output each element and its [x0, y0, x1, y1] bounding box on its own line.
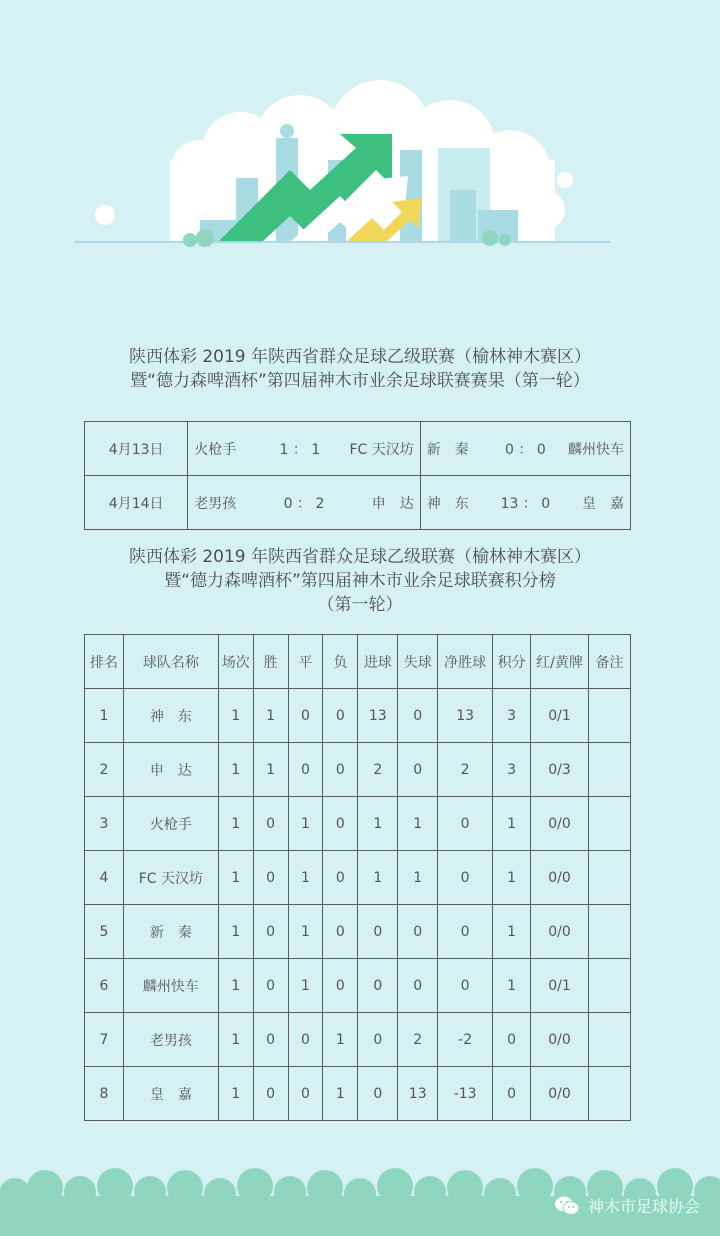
- cell-notes: [588, 959, 630, 1013]
- table-row: [85, 422, 631, 476]
- standings-title-line1: 陕西体彩 2019 年陕西省群众足球乙级联赛（榆林神木赛区）: [128, 547, 592, 567]
- cell-played: 1: [218, 1067, 253, 1121]
- cell-cards: 0/1: [531, 689, 589, 743]
- cell-rank: 6: [85, 959, 124, 1013]
- cell-draws: 1: [288, 797, 323, 851]
- match-date: 4月14日: [85, 476, 188, 530]
- cell-rank: 1: [85, 689, 124, 743]
- home-team: 火枪手: [194, 441, 237, 458]
- cell-draws: 0: [288, 1013, 323, 1067]
- cell-cards: 0/0: [531, 1013, 589, 1067]
- cell-goals-against: 0: [398, 905, 438, 959]
- standings-title-line3: （第一轮）: [317, 595, 403, 615]
- cell-wins: 0: [253, 959, 288, 1013]
- cell-goals-against: 0: [398, 689, 438, 743]
- cell-played: 1: [218, 689, 253, 743]
- away-team: 皇 嘉: [582, 495, 624, 512]
- cell-rank: 8: [85, 1067, 124, 1121]
- cell-draws: 0: [288, 743, 323, 797]
- header-notes: 备注: [588, 635, 630, 689]
- cell-losses: 0: [323, 851, 358, 905]
- account-name: 神木市足球协会: [587, 1197, 700, 1216]
- cell-points: 1: [493, 959, 531, 1013]
- cell-team: 火枪手: [123, 797, 218, 851]
- cell-draws: 0: [288, 1067, 323, 1121]
- cell-goal-diff: -13: [438, 1067, 493, 1121]
- table-row: [85, 689, 631, 743]
- cell-wins: 0: [253, 905, 288, 959]
- away-team: 申 达: [371, 495, 414, 512]
- header-losses: 负: [323, 635, 358, 689]
- cell-team: 麟州快车: [123, 959, 218, 1013]
- cell-goal-diff: 0: [438, 959, 493, 1013]
- cell-wins: 1: [253, 689, 288, 743]
- cell-goals-for: 0: [358, 1013, 398, 1067]
- cell-team: 新 秦: [123, 905, 218, 959]
- match-cell: [420, 422, 630, 476]
- cell-wins: 0: [253, 1067, 288, 1121]
- match-cell: [188, 422, 420, 476]
- table-row: [85, 1013, 631, 1067]
- header-points: 积分: [493, 635, 531, 689]
- header-rank: 排名: [85, 635, 124, 689]
- header-draws: 平: [288, 635, 323, 689]
- cell-notes: [588, 689, 630, 743]
- cell-points: 1: [493, 797, 531, 851]
- cell-points: 0: [493, 1013, 531, 1067]
- cell-cards: 0/0: [531, 1067, 589, 1121]
- cell-points: 1: [493, 905, 531, 959]
- cell-goals-against: 1: [398, 851, 438, 905]
- cell-played: 1: [218, 959, 253, 1013]
- cell-losses: 1: [323, 1013, 358, 1067]
- cell-losses: 0: [323, 743, 358, 797]
- cell-goal-diff: 0: [438, 851, 493, 905]
- cell-cards: 0/0: [531, 851, 589, 905]
- match-score: 0 ： 0: [505, 441, 546, 458]
- cell-points: 0: [493, 1067, 531, 1121]
- cell-rank: 4: [85, 851, 124, 905]
- cell-cards: 0/3: [531, 743, 589, 797]
- cell-cards: 0/1: [531, 959, 589, 1013]
- hero-illustration: [0, 0, 720, 260]
- table-row: [85, 1067, 631, 1121]
- cell-losses: 0: [323, 689, 358, 743]
- results-table: [84, 421, 631, 530]
- standings-title-line2: 暨“德力森啤酒杯”第四届神木市业余足球联赛积分榜: [164, 571, 556, 591]
- header-wins: 胜: [253, 635, 288, 689]
- cell-points: 3: [493, 689, 531, 743]
- cell-rank: 5: [85, 905, 124, 959]
- standings-title: [0, 545, 720, 617]
- cell-wins: 0: [253, 1013, 288, 1067]
- cell-draws: 0: [288, 689, 323, 743]
- table-row: [85, 476, 631, 530]
- cell-rank: 2: [85, 743, 124, 797]
- cell-wins: 0: [253, 797, 288, 851]
- cell-goals-against: 13: [398, 1067, 438, 1121]
- cell-team: FC 天汉坊: [123, 851, 218, 905]
- cell-played: 1: [218, 851, 253, 905]
- match-cell: [420, 476, 630, 530]
- match-cell: [188, 476, 420, 530]
- cell-goals-for: 0: [358, 959, 398, 1013]
- cell-goals-for: 0: [358, 1067, 398, 1121]
- cell-played: 1: [218, 905, 253, 959]
- cell-goals-for: 13: [358, 689, 398, 743]
- header-goal-diff: 净胜球: [438, 635, 493, 689]
- cell-notes: [588, 1067, 630, 1121]
- cell-notes: [588, 1013, 630, 1067]
- cell-team: 神 东: [123, 689, 218, 743]
- cell-draws: 1: [288, 905, 323, 959]
- cell-goals-against: 0: [398, 743, 438, 797]
- cell-goal-diff: 13: [438, 689, 493, 743]
- table-row: [85, 959, 631, 1013]
- cell-notes: [588, 743, 630, 797]
- cell-points: 3: [493, 743, 531, 797]
- cell-goals-for: 0: [358, 905, 398, 959]
- cell-goal-diff: 2: [438, 743, 493, 797]
- table-row: [85, 797, 631, 851]
- cell-goals-against: 1: [398, 797, 438, 851]
- header-team: 球队名称: [123, 635, 218, 689]
- results-title-line1: 陕西体彩 2019 年陕西省群众足球乙级联赛（榆林神木赛区）: [128, 347, 592, 367]
- cell-losses: 0: [323, 905, 358, 959]
- standings-table: [84, 634, 631, 1121]
- cell-goals-for: 1: [358, 797, 398, 851]
- cell-losses: 0: [323, 797, 358, 851]
- cell-played: 1: [218, 1013, 253, 1067]
- results-title-line2: 暨“德力森啤酒杯”第四届神木市业余足球联赛赛果（第一轮）: [130, 371, 590, 391]
- cell-goals-against: 2: [398, 1013, 438, 1067]
- cell-team: 申 达: [123, 743, 218, 797]
- match-score: 0 ： 2: [283, 495, 325, 512]
- cell-wins: 0: [253, 851, 288, 905]
- cell-draws: 1: [288, 851, 323, 905]
- cell-goals-for: 1: [358, 851, 398, 905]
- cell-draws: 1: [288, 959, 323, 1013]
- cell-goal-diff: -2: [438, 1013, 493, 1067]
- table-row: [85, 905, 631, 959]
- cell-notes: [588, 851, 630, 905]
- cell-team: 老男孩: [123, 1013, 218, 1067]
- cell-losses: 1: [323, 1067, 358, 1121]
- table-row: [85, 851, 631, 905]
- cell-goal-diff: 0: [438, 905, 493, 959]
- cell-notes: [588, 905, 630, 959]
- match-score: 1 ： 1: [279, 441, 321, 458]
- home-team: 神 东: [426, 495, 469, 512]
- header-cards: 红/黄牌: [531, 635, 589, 689]
- away-team: 麟州快车: [568, 441, 624, 458]
- cell-played: 1: [218, 797, 253, 851]
- results-title: [0, 345, 720, 393]
- cell-wins: 1: [253, 743, 288, 797]
- cell-losses: 0: [323, 959, 358, 1013]
- cell-goal-diff: 0: [438, 797, 493, 851]
- wechat-icon: [554, 1195, 580, 1217]
- header-played: 场次: [218, 635, 253, 689]
- header-goals-for: 进球: [358, 635, 398, 689]
- away-team: FC 天汉坊: [349, 441, 414, 458]
- cell-cards: 0/0: [531, 797, 589, 851]
- account-watermark: [554, 1194, 700, 1217]
- cell-notes: [588, 797, 630, 851]
- header-goals-against: 失球: [398, 635, 438, 689]
- cell-goals-for: 2: [358, 743, 398, 797]
- table-row: [85, 743, 631, 797]
- table-header-row: [85, 635, 631, 689]
- cell-rank: 7: [85, 1013, 124, 1067]
- cell-played: 1: [218, 743, 253, 797]
- cell-cards: 0/0: [531, 905, 589, 959]
- match-score: 13 ： 0: [500, 495, 551, 512]
- cell-goals-against: 0: [398, 959, 438, 1013]
- cell-points: 1: [493, 851, 531, 905]
- match-date: 4月13日: [85, 422, 188, 476]
- cell-team: 皇 嘉: [123, 1067, 218, 1121]
- cell-rank: 3: [85, 797, 124, 851]
- standings-body: [85, 689, 631, 1121]
- home-team: 新 秦: [426, 441, 469, 458]
- home-team: 老男孩: [194, 495, 237, 512]
